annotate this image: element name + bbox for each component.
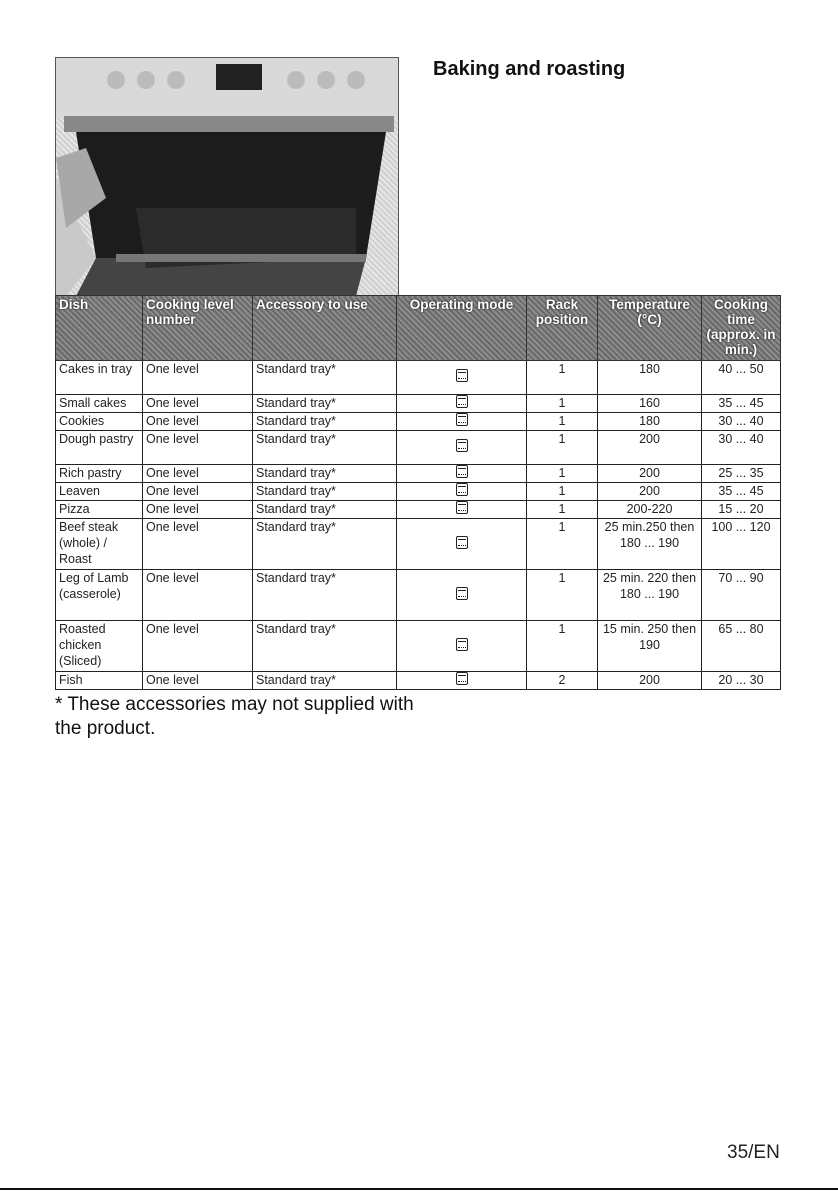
cell-dish: Fish bbox=[56, 672, 143, 690]
oven-mode-icon bbox=[456, 587, 468, 600]
table-row bbox=[56, 413, 781, 431]
cell-dish: Leg of Lamb (casserole) bbox=[56, 570, 143, 621]
accessories-footnote: * These accessories may not supplied with the product. bbox=[55, 694, 414, 739]
cell-rack: 2 bbox=[527, 672, 598, 690]
oven-mode-icon bbox=[456, 465, 468, 478]
cell-temp: 25 min.250 then 180 ... 190 bbox=[598, 519, 702, 570]
cell-time: 15 ... 20 bbox=[702, 501, 781, 519]
cell-temp: 200-220 bbox=[598, 501, 702, 519]
cell-accessory: Standard tray* bbox=[253, 519, 397, 570]
header-dish: Dish bbox=[56, 296, 143, 361]
cell-accessory: Standard tray* bbox=[253, 395, 397, 413]
cell-accessory: Standard tray* bbox=[253, 413, 397, 431]
cell-time: 35 ... 45 bbox=[702, 483, 781, 501]
oven-mode-icon bbox=[456, 439, 468, 452]
cell-dish: Roasted chicken (Sliced) bbox=[56, 621, 143, 672]
table-row bbox=[56, 361, 781, 395]
cell-temp: 200 bbox=[598, 672, 702, 690]
cell-accessory: Standard tray* bbox=[253, 431, 397, 465]
table-row bbox=[56, 519, 781, 570]
cell-rack: 1 bbox=[527, 501, 598, 519]
cell-accessory: Standard tray* bbox=[253, 483, 397, 501]
cell-mode bbox=[397, 431, 527, 465]
oven-mode-icon bbox=[456, 369, 468, 382]
cell-level: One level bbox=[143, 413, 253, 431]
bottom-rule bbox=[0, 1188, 838, 1190]
header-temperature: Temperature (°C) bbox=[598, 296, 702, 361]
cell-accessory: Standard tray* bbox=[253, 465, 397, 483]
header-cooking-time: Cooking time (approx. in min.) bbox=[702, 296, 781, 361]
cell-dish: Pizza bbox=[56, 501, 143, 519]
oven-photo bbox=[55, 57, 399, 297]
cell-rack: 1 bbox=[527, 465, 598, 483]
cell-level: One level bbox=[143, 431, 253, 465]
cell-temp: 200 bbox=[598, 483, 702, 501]
cell-time: 30 ... 40 bbox=[702, 413, 781, 431]
cell-rack: 1 bbox=[527, 483, 598, 501]
cell-level: One level bbox=[143, 672, 253, 690]
table-header-row bbox=[56, 296, 781, 361]
cell-mode bbox=[397, 413, 527, 431]
cell-rack: 1 bbox=[527, 519, 598, 570]
cell-time: 100 ... 120 bbox=[702, 519, 781, 570]
cell-temp: 180 bbox=[598, 413, 702, 431]
table-row bbox=[56, 395, 781, 413]
cell-mode bbox=[397, 519, 527, 570]
oven-mode-icon bbox=[456, 483, 468, 496]
cell-mode bbox=[397, 672, 527, 690]
cell-rack: 1 bbox=[527, 395, 598, 413]
cell-time: 70 ... 90 bbox=[702, 570, 781, 621]
cell-mode bbox=[397, 361, 527, 395]
cell-level: One level bbox=[143, 621, 253, 672]
cell-rack: 1 bbox=[527, 431, 598, 465]
cell-level: One level bbox=[143, 465, 253, 483]
oven-mode-icon bbox=[456, 413, 468, 426]
cell-accessory: Standard tray* bbox=[253, 361, 397, 395]
cell-mode bbox=[397, 570, 527, 621]
header-operating-mode: Operating mode bbox=[397, 296, 527, 361]
cell-level: One level bbox=[143, 361, 253, 395]
cell-level: One level bbox=[143, 570, 253, 621]
cell-rack: 1 bbox=[527, 570, 598, 621]
cell-dish: Cookies bbox=[56, 413, 143, 431]
header-rack-position: Rack position bbox=[527, 296, 598, 361]
cell-accessory: Standard tray* bbox=[253, 621, 397, 672]
cell-temp: 160 bbox=[598, 395, 702, 413]
cell-rack: 1 bbox=[527, 361, 598, 395]
cell-dish: Rich pastry bbox=[56, 465, 143, 483]
oven-mode-icon bbox=[456, 638, 468, 651]
cell-level: One level bbox=[143, 519, 253, 570]
cell-rack: 1 bbox=[527, 621, 598, 672]
cell-temp: 15 min. 250 then 190 bbox=[598, 621, 702, 672]
header-cooking-level: Cooking level number bbox=[143, 296, 253, 361]
cell-dish: Leaven bbox=[56, 483, 143, 501]
oven-photo-illustration bbox=[56, 58, 398, 296]
oven-mode-icon bbox=[456, 395, 468, 408]
cell-mode bbox=[397, 621, 527, 672]
cell-mode bbox=[397, 465, 527, 483]
cell-accessory: Standard tray* bbox=[253, 672, 397, 690]
cell-time: 65 ... 80 bbox=[702, 621, 781, 672]
table-row bbox=[56, 465, 781, 483]
oven-mode-icon bbox=[456, 501, 468, 514]
cell-rack: 1 bbox=[527, 413, 598, 431]
cell-temp: 180 bbox=[598, 361, 702, 395]
cell-level: One level bbox=[143, 483, 253, 501]
cell-mode bbox=[397, 395, 527, 413]
cell-time: 30 ... 40 bbox=[702, 431, 781, 465]
cell-time: 20 ... 30 bbox=[702, 672, 781, 690]
oven-mode-icon bbox=[456, 536, 468, 549]
cell-temp: 200 bbox=[598, 465, 702, 483]
cell-level: One level bbox=[143, 395, 253, 413]
cell-dish: Cakes in tray bbox=[56, 361, 143, 395]
cell-temp: 200 bbox=[598, 431, 702, 465]
cell-accessory: Standard tray* bbox=[253, 501, 397, 519]
cell-dish: Small cakes bbox=[56, 395, 143, 413]
table-row bbox=[56, 483, 781, 501]
cell-dish: Beef steak (whole) / Roast bbox=[56, 519, 143, 570]
table-row bbox=[56, 501, 781, 519]
cell-level: One level bbox=[143, 501, 253, 519]
table-row bbox=[56, 570, 781, 621]
table-row bbox=[56, 621, 781, 672]
cell-time: 35 ... 45 bbox=[702, 395, 781, 413]
oven-mode-icon bbox=[456, 672, 468, 685]
cell-temp: 25 min. 220 then 180 ... 190 bbox=[598, 570, 702, 621]
baking-table bbox=[55, 295, 781, 690]
table-row bbox=[56, 431, 781, 465]
cell-time: 40 ... 50 bbox=[702, 361, 781, 395]
cell-accessory: Standard tray* bbox=[253, 570, 397, 621]
cell-mode bbox=[397, 501, 527, 519]
page-number: 35/EN bbox=[727, 1142, 780, 1163]
table-row bbox=[56, 672, 781, 690]
cell-time: 25 ... 35 bbox=[702, 465, 781, 483]
header-accessory: Accessory to use bbox=[253, 296, 397, 361]
section-heading: Baking and roasting bbox=[433, 58, 626, 80]
cell-mode bbox=[397, 483, 527, 501]
cell-dish: Dough pastry bbox=[56, 431, 143, 465]
